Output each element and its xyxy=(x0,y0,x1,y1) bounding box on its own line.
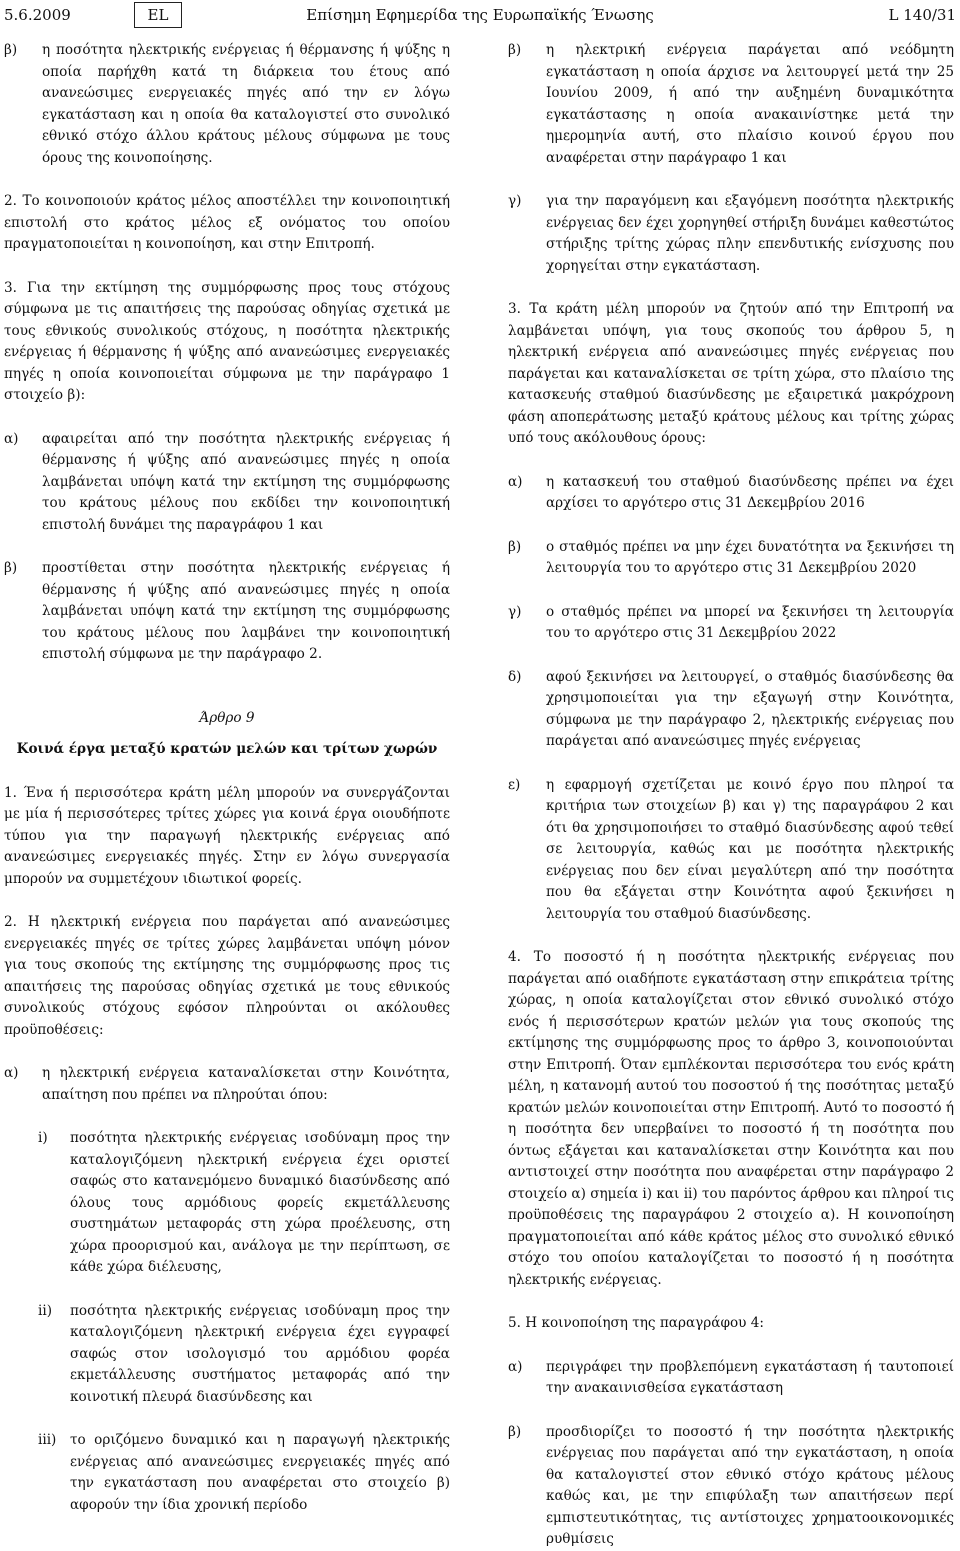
item-label: α) xyxy=(4,1065,19,1081)
list-item xyxy=(4,429,450,537)
item-text: η ηλεκτρική ενέργεια παράγεται από νεόδμητη εγκατάσταση η οποία άρχισε να λειτουργεί μετά την 25 Ιουνίου 2009, ή από την αυξημένη δυναμικότητα εγκατάστασης η οποία ανακαινίστηκε μετά την ημερομηνία αυτή, στο πλαίσιο κοινού έργου που αναφέρεται στην παράγραφο 1 και xyxy=(546,42,954,166)
right-column xyxy=(508,40,954,1551)
item-label: β) xyxy=(4,42,18,58)
list-item xyxy=(4,40,450,169)
paragraph-2: 2. Το κοινοποιούν κράτος μέλος αποστέλλει την κοινοποιητική επιστολή στο κράτος μέλος εξ ονόματος του οποίου πραγματοποιείται η κοινοποίηση, και στην Επιτροπή. xyxy=(4,193,450,252)
item-label: ε) xyxy=(508,776,521,793)
page-header xyxy=(0,0,960,34)
sub-item-label: ii) xyxy=(38,1302,52,1319)
journal-title: Επίσημη Εφημερίδα της Ευρωπαϊκής Ένωσης xyxy=(306,6,654,24)
item-text: η ηλεκτρική ενέργεια καταναλίσκεται στην Κοινότητα, απαίτηση που πρέπει να πληρούται όπου: xyxy=(42,1065,450,1103)
list-item xyxy=(508,1422,954,1551)
item-label: α) xyxy=(508,473,523,490)
paragraph-3: 3. Τα κράτη μέλη μπορούν να ζητούν από την Επιτροπή να λαμβάνεται υπόψη, για τους σκοπούς του άρθρου 5, η ηλεκτρική ενέργεια από ανανεώσιμες πηγές ενέργειας που παράγεται και καταναλίσκεται σε τρίτη χώρα, στο πλαίσιο της κατασκευής σταθμού διασύνδεσης με εξαιρετικά μακρόχρονη φάση αποπεράτωσης μεταξύ κράτους μέλους και τρίτης χώρας υπό τους ακόλουθους όρους: xyxy=(508,301,954,446)
item-label: γ) xyxy=(508,193,522,209)
paragraph-4: 4. Το ποσοστό ή η ποσότητα ηλεκτρικής ενέργειας που παράγεται από οιαδήποτε εγκατάσταση στην επικράτεια τρίτης χώρας, η οποία καταλογίζεται στον εθνικό συνολικό στόχο ενός ή περισσότερων κρατών μελών για τους σκοπούς της εκτίμησης της συμμόρφωσης προς το άρθρο 3, κοινοποιούνται στην Επιτροπή. Όταν εμπλέκονται περισσότερα του ενός κράτη μέλη, η κατανομή αυτού του ποσοστού ή της ποσότητας μεταξύ κρατών μελών κοινοποιείται στην Επιτροπή. Αυτό το ποσοστό ή η ποσότητα δεν υπερβαίνει το ποσοστό ή τη ποσότητα που όντως εξάγεται και καταναλίσκεται στην Κοινότητα και που αντιστοιχεί στην ποσότητα που αναφέρεται στην παράγραφο 2 στοιχείο α) σημεία i) και ii) του παρόντος άρθρου και πληροί τις προϋποθέσεις της παραγράφου 2 στοιχείο α). Η κοινοποίηση πραγματοποιείται από κάθε κράτος μέλος στο συνολικό εθνικό στόχο του οποίου καταλογίζεται το ποσοστό ή η ποσότητα ηλεκτρικής ενέργειας. xyxy=(508,949,954,1288)
item-label: β) xyxy=(508,538,522,555)
sub-item-text: το οριζόμενο δυναμικό και η παραγωγή ηλεκτρικής ενέργειας από ανανεώσιμες ενεργειακές πηγές από την εγκατάσταση που αναφέρεται στο στοιχείο β) αφορούν την ίδια χρονική περίοδο xyxy=(70,1432,450,1513)
sub-item-label: i) xyxy=(38,1130,48,1146)
list-item xyxy=(508,537,954,580)
item-text: η εφαρμογή σχετίζεται με κοινό έργο που πληροί τα κριτήρια των στοιχείων β) και γ) της παραγράφου 2 και ότι θα χρησιμοποιήσει το σταθμό διασύνδεσης αφού τεθεί σε λειτουργία, καθώς και με ποσότητα ηλεκτρικής ενέργειας που δεν είναι μεγαλύτερη από την ποσότητα που θα εξάγεται στην Κοινότητα αφού ξεκινήσει η λειτουργία του σταθμού διασύνδεσης. xyxy=(546,776,954,922)
sub-list-item xyxy=(38,1301,450,1409)
article-title: Κοινά έργα μεταξύ κρατών μελών και τρίτων χωρών xyxy=(16,741,438,757)
article-number: Άρθρο 9 xyxy=(199,709,255,726)
item-label: α) xyxy=(508,1358,523,1375)
sub-list-item xyxy=(38,1128,450,1279)
list-item xyxy=(4,558,450,666)
list-item xyxy=(508,40,954,169)
article-paragraph-2: 2. Η ηλεκτρική ενέργεια που παράγεται από ανανεώσιμες ενεργειακές πηγές σε τρίτες χώρες λαμβάνεται υπόψη μόνον για τους σκοπούς της εκτίμησης της συμμόρφωσης προς τις απαιτήσεις της παρούσας οδηγίας σχετικά με τους εθνικούς συνολικούς στόχους εφόσον πληρούνται οι ακόλουθες προϋποθέσεις: xyxy=(4,914,450,1038)
list-item xyxy=(508,667,954,753)
item-label: β) xyxy=(508,1423,522,1440)
sub-list-item xyxy=(38,1430,450,1516)
item-label: β) xyxy=(508,42,522,58)
list-item xyxy=(508,191,954,277)
sub-item-text: ποσότητα ηλεκτρικής ενέργειας ισοδύναμη προς την καταλογιζόμενη ηλεκτρική ενέργεια έχει οριστεί σαφώς στο κατανεμόμενο δυναμικό διασύνδεσης από όλους τους αρμόδιους φορείς εκμετάλλευσης συστημάτων μεταφοράς στη χώρα προέλευσης, στη χώρα προορισμού και, ανάλογα με την περίπτωση, σε κάθε χώρα διέλευσης, xyxy=(70,1130,450,1275)
item-text: αφαιρείται από την ποσότητα ηλεκτρικής ενέργειας ή θέρμανσης ή ψύξης από ανανεώσιμες πηγές η οποία λαμβάνεται υπόψη κατά την εκτίμηση της συμμόρφωσης του κράτους μέλους που εκδίδει την κοινοποιητική επιστολή δυνάμει της παραγράφου 1 και xyxy=(42,430,450,533)
sub-item-text: ποσότητα ηλεκτρικής ενέργειας ισοδύναμη προς την καταλογιζόμενη ηλεκτρική ενέργεια έχει εγγραφεί σαφώς στον ισολογισμό του αρμόδιου φορέα εκμετάλλευσης συστήματος μεταφοράς από την κοινοτική πλευρά διασύνδεσης και xyxy=(70,1302,450,1405)
item-label: γ) xyxy=(508,603,522,620)
item-text: περιγράφει την προβλεπόμενη εγκατάσταση ή ταυτοποιεί την ανακαινισθείσα εγκατάσταση xyxy=(546,1358,954,1396)
list-item xyxy=(4,1063,450,1106)
item-text: ο σταθμός πρέπει να μην έχει δυνατότητα να ξεκινήσει τη λειτουργία του το αργότερο στις 31 Δεκεμβρίου 2020 xyxy=(546,538,954,576)
item-text: για την παραγόμενη και εξαγόμενη ποσότητα ηλεκτρικής ενέργειας δεν έχει χορηγηθεί στήριξη δυνάμει καθεστώτος στήριξης τρίτης χώρας πλην επενδυτικής ενίσχυσης που χορηγείται στην εγκατάσταση. xyxy=(546,193,954,274)
list-item xyxy=(508,602,954,645)
list-item xyxy=(508,775,954,926)
paragraph-5: 5. Η κοινοποίηση της παραγράφου 4: xyxy=(508,1315,764,1331)
list-item xyxy=(508,1357,954,1400)
item-text: η κατασκευή του σταθμού διασύνδεσης πρέπει να έχει αρχίσει το αργότερο στις 31 Δεκεμβρίου 2016 xyxy=(546,473,954,511)
language-code-box: EL xyxy=(134,2,182,28)
paragraph-3: 3. Για την εκτίμηση της συμμόρφωσης προς τους στόχους σύμφωνα με τις απαιτήσεις της παρούσας οδηγίας σχετικά με τους εθνικούς συνολικούς στόχους, η ποσότητα ηλεκτρικής ενέργειας ή θέρμανσης ή ψύξης από ανανεώσιμες ενεργειακές πηγές η οποία κοινοποιείται σύμφωνα με την παράγραφο 1 στοιχείο β): xyxy=(4,279,450,403)
item-label: α) xyxy=(4,430,19,447)
item-text: αφού ξεκινήσει να λειτουργεί, ο σταθμός διασύνδεσης θα χρησιμοποιείται για την εξαγωγή στην Κοινότητα, σύμφωνα με την παράγραφο 2, ηλεκτρικής ενέργειας που παράγεται από ανανεώσιμες πηγές ενέργειας xyxy=(546,668,954,749)
list-item xyxy=(508,472,954,515)
article-paragraph-1: 1. Ένα ή περισσότερα κράτη μέλη μπορούν να συνεργάζονται με μία ή περισσότερες τρίτες χώρες για κοινά έργα οιουδήποτε τύπου για την παραγωγή ηλεκτρικής ενέργειας από ανανεώσιμες ενεργειακές πηγές. Στην εν λόγω συνεργασία μπορούν να συμμετέχουν ιδιωτικοί φορείς. xyxy=(4,784,450,887)
sub-item-label: iii) xyxy=(38,1432,57,1448)
page-reference: L 140/31 xyxy=(888,6,956,24)
item-text: η ποσότητα ηλεκτρικής ενέργειας ή θέρμανσης ή ψύξης η οποία παρήχθη κατά τη διάρκεια του έτους από ανανεώσιμες ενεργειακές πηγές από την εν λόγω εγκατάσταση και η οποία θα καταλογιστεί στο συνολικό εθνικό στόχο άλλου κράτους μέλους σύμφωνα με τους όρους της κοινοποίησης. xyxy=(42,42,450,166)
item-text: προσδιορίζει το ποσοστό ή την ποσότητα ηλεκτρικής ενέργειας που παράγεται από την εγκατάσταση, η οποία θα καταλογιστεί στον εθνικό στόχο κράτους μέλους καθώς και, με την επιφύλαξη των απαιτήσεων περί εμπιστευτικότητας, τις αντίστοιχες χρηματοοικονομικές ρυθμίσεις xyxy=(546,1423,954,1547)
item-text: ο σταθμός πρέπει να μπορεί να ξεκινήσει τη λειτουργία του το αργότερο στις 31 Δεκεμβρίου 2022 xyxy=(546,603,954,641)
item-label: β) xyxy=(4,560,18,576)
item-text: προστίθεται στην ποσότητα ηλεκτρικής ενέργειας ή θέρμανσης ή ψύξης από ανανεώσιμες πηγές η οποία λαμβάνεται υπόψη κατά την εκτίμηση της συμμόρφωσης του κράτους μέλους που λαμβάνει την κοινοποιητική επιστολή σύμφωνα με την παράγραφο 2. xyxy=(42,560,450,662)
publication-date: 5.6.2009 xyxy=(4,6,71,24)
left-column xyxy=(4,40,450,1516)
item-label: δ) xyxy=(508,668,522,685)
